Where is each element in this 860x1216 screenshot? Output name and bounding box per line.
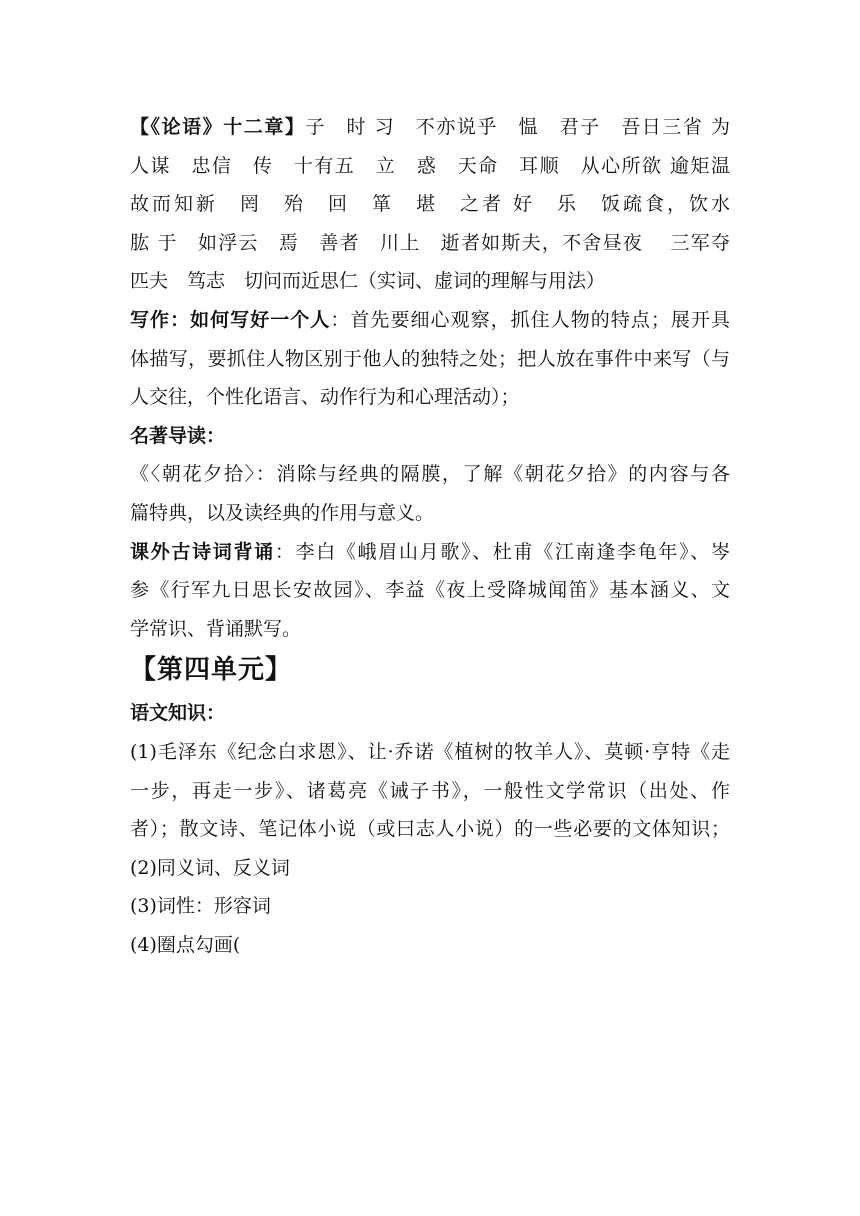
classics-line-1: 《〈朝花夕拾〉：消除与经典的隔膜，了解《朝花夕拾》的内容与各 [130, 463, 730, 486]
lunyu-line-4: 肱 于 如浮云 焉 善者 川上 逝者如斯夫，不舍昼夜 三军夺 [130, 231, 730, 254]
writing-label: 写作：如何写好一个人 [130, 308, 331, 331]
poems-line-1 [130, 533, 730, 572]
writing-line-3: 人交往，个性化语言、动作行为和心理活动）； [130, 386, 520, 409]
lunyu-line-2: 人谋 忠信 传 十有五 立 惑 天命 耳顺 从心所欲 逾矩温 [130, 154, 730, 177]
lunyu-line-1 [130, 108, 730, 147]
lunyu-label: 【《论语》十二章】 [130, 116, 306, 138]
classics-line-2: 篇特典，以及读经典的作用与意义。 [130, 501, 435, 524]
poems-line-2: 参《行军九日思长安故园》、李益《夜上受降城闻笛》基本涵义、文 [130, 579, 730, 602]
unit4-heading: 【第四单元】 [130, 655, 293, 686]
writing-line-2: 体描写，要抓住人物区别于他人的独特之处；把人放在事件中来写（与 [130, 347, 730, 370]
lunyu-line-3: 故而知新 罔 殆 回 箪 堪 之者 好 乐 饭疏食，饮水 [130, 193, 730, 216]
unit4-item1-line-2: 一步，再走一步》、诸葛亮《诫子书》，一般性文学常识（出处、作 [130, 779, 730, 802]
unit4-item2: (2)同义词、反义词 [130, 856, 290, 879]
lunyu-line-1-text: 子 时 习 不亦说乎 愠 君子 吾日三省 为 [305, 116, 730, 138]
unit4-item3: (3)词性：形容词 [130, 895, 271, 918]
classics-label: 名著导读： [130, 424, 226, 447]
document-content [130, 108, 730, 964]
writing-line-1 [130, 301, 730, 340]
unit4-item4: (4)圈点勾画( [130, 933, 241, 956]
poems-label: 课外古诗词背诵 [130, 540, 275, 563]
writing-section [130, 301, 730, 417]
lunyu-line-5: 匹夫 笃志 切问而近思仁（实词、虚词的理解与用法） [130, 270, 606, 293]
poems-line-1-text: ：李白《峨眉山月歌》、杜甫《江南逢李龟年》、岑 [274, 540, 730, 563]
unit4-section [130, 648, 730, 964]
classics-section [130, 417, 730, 533]
poems-section [130, 533, 730, 649]
lunyu-section [130, 108, 730, 301]
writing-line-1-text: ：首先要细心观察，抓住人物的特点；展开具 [330, 308, 730, 331]
unit4-item1-line-1: (1)毛泽东《纪念白求恩》、让·乔诺《植树的牧羊人》、莫顿·亨特《走 [130, 740, 730, 763]
unit4-knowledge-label: 语文知识： [130, 702, 226, 725]
unit4-item1-line-3: 者）；散文诗、笔记体小说（或曰志人小说）的一些必要的文体知识； [130, 818, 730, 841]
poems-line-3: 学常识、背诵默写。 [130, 617, 302, 640]
